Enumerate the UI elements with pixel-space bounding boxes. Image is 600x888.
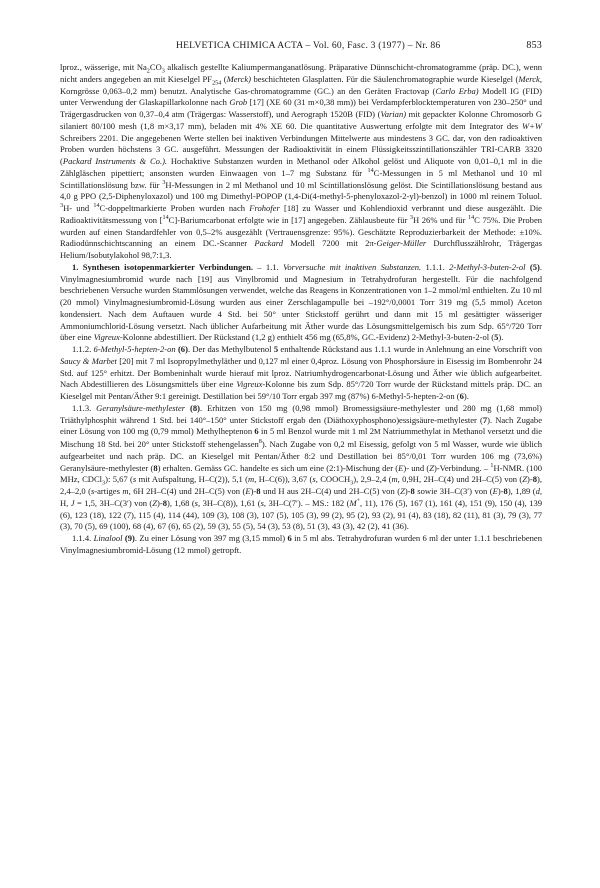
text-run: 8	[258, 439, 262, 446]
text-run: 3	[102, 480, 106, 487]
paragraph-methods	[60, 62, 542, 262]
text-run: 8	[410, 486, 415, 496]
text-run: (	[221, 73, 227, 84]
text-run: )-Verbindung. –	[433, 462, 491, 473]
text-run: Merck)	[226, 73, 251, 84]
text-run: 14	[367, 167, 374, 174]
text-run: Vorversuche mit inaktiven Substanzen.	[283, 261, 422, 272]
text-run: lproz., wässerige, mit Na	[60, 62, 147, 72]
text-run: Geranylsäure-methylester	[96, 402, 186, 413]
text-run: (9)	[122, 533, 135, 543]
text-run: und H aus 2H–C(4) und 2H–C(5) von (	[260, 486, 401, 496]
text-run: Packard Instruments & Co.).	[62, 156, 168, 166]
text-run: 6H 2H–C(4) und 2H–C(5) von (	[130, 486, 246, 496]
text-run: Modell IG (FID) unter Verwendung der Glaskapillarkolonne nach	[60, 85, 543, 108]
text-run: . Der das Methylbutenol	[187, 344, 274, 354]
text-run: ), 2,4–2,0 (	[60, 474, 542, 496]
text-run: Linalool	[93, 533, 123, 543]
text-run: 3H–C(7′). – MS.: 182 (	[266, 497, 350, 508]
text-run: 6-Methyl-5-hepten-2-on	[93, 344, 176, 354]
text-run: Z	[152, 497, 158, 508]
text-run: -Kolonne abdestilliert. Der Rückstand (1,2 g) enthielt 456 mg (65,8%, GC.-Evidenz) 2-Methyl-3-buten-2-ol (	[119, 332, 495, 343]
text-run: 3	[162, 179, 166, 186]
text-run: . Vinylmagnesiumbromid wurde nach [19] aus Vinylbromid und Magnesium in Tetrahydrofuran hergestellt. Für die nachfolgend beschriebenen Versuche wurden Stammlösungen verwendet, welche das Reagens in Konzentrationen von 1–2 mmol/ml enthielten. Zu 10 ml (20 mmol) Vinylmagnesiumbromid-Lösung wurden aus einer Zerschlagampulle bei –192°/0,0001 Torr 319 mg (5,5 mmol) Aceton kondensiert. Nach dem Auftauen wurde 4 Std. bei 50° unter Stickstoff gerührt und dann mit 15 ml gesättigter wässeriger Ammoniumchlorid-Lösung versetzt. Nach üblicher Aufarbeitung mit Äther wurde das Lösungsmittelgemisch bis zum Sdp. 65°/720 Torr über eine	[60, 261, 542, 343]
text-run: beschichteten Glasplatten. Für die Säulenchromatographie wurde Kieselgel (	[250, 73, 519, 84]
text-run: Merck,	[518, 73, 542, 84]
text-run: H 26% und für	[413, 214, 469, 225]
text-run: 254	[212, 80, 222, 87]
text-run: -Kolonne bis zum Sdp. 85°/720 Torr wurde der Rückstand mittels präp. DC. an Kieselgel mit Pentan/Äther 9:1 gereinigt. Destillation bei 59°/10 Torr ergab 397 mg (87%) 6-Methyl-5-hepten-2-on (	[60, 379, 542, 401]
text-run: C 75%. Die Proben wurden auf einen Standardfehler von 0,5–2% ausgezählt (Vertrauensgrenze: 95%). Geschätzte Reproduzierbarkeit der Methode: ±10%. Radiodünnschichtscanning an einem DC.-Scanner	[60, 214, 543, 249]
text-run: Z	[429, 462, 434, 473]
text-run: )-	[157, 497, 163, 508]
text-run: m,	[248, 474, 257, 485]
text-run: H-NMR. (100 MHz, CDCl	[60, 462, 542, 485]
text-run: Z	[400, 486, 405, 496]
text-run: )-	[497, 486, 504, 496]
paragraph-section-1-1-3	[60, 403, 542, 533]
text-run: Grob	[229, 97, 248, 108]
text-run: Packard	[254, 238, 283, 249]
text-run: m,	[122, 486, 131, 496]
text-run: 14	[468, 214, 475, 221]
text-run: 6	[254, 426, 259, 437]
text-run: 3	[60, 203, 64, 210]
text-run: 1.1.2.	[72, 344, 94, 354]
text-run: [20] mit 7 ml Isopropylmethyläther und 0,127 ml einer 0,4proz. Lösung von Phosphorsäure in Eisessig im Bombenrohr 24 Std. auf 125° erhitzt. Der Bombeninhalt wurde hierauf mit lproz. Natriumhydrogencarbonat-Lösung und Äther wie üblich aufgearbeitet. Nach Abdestillieren des Lösungsmittels über eine	[60, 355, 542, 390]
text-run: J	[70, 497, 75, 508]
text-run: CO	[149, 62, 162, 72]
text-run: enthaltende Rückstand aus 1.1.1 wurde in Anlehnung an eine Vorschrift von	[278, 344, 542, 354]
text-run: 1. Synthesen isotopenmarkierter Verbindungen.	[72, 261, 253, 272]
text-run: (6)	[175, 344, 188, 354]
text-run: m,	[391, 474, 400, 485]
page-number: 853	[526, 40, 542, 51]
paragraph-section-1	[60, 262, 542, 344]
text-run: 0,9H, 2H–C(4) und 2H–C(5) von (	[399, 474, 523, 485]
text-run: (5)	[525, 261, 540, 272]
text-run: – 1.1.	[252, 261, 284, 272]
text-run: )-	[250, 486, 257, 496]
text-run: ), 2,9–2,4 (	[353, 474, 392, 485]
text-run: 8	[153, 462, 158, 473]
text-run: = 1,5, 3H–C(3′) von (	[74, 497, 153, 508]
text-run: 3	[161, 68, 165, 75]
text-run: in 5 ml Benzol wurde mit 1 ml 2	[258, 426, 375, 437]
text-run: 2	[146, 68, 150, 75]
text-run: )- und (	[403, 462, 430, 473]
text-run: ) erhalten. Gemäss GC. handelte es sich um eine (2:1)-Mischung der (	[157, 462, 399, 473]
text-run: alkalisch gestellte Kaliumpermanganatlösung. Präparative Dünnschicht-chromatogramme (präp. DC.), wenn nicht anders angegeben an mit Kieselgel PF	[60, 62, 542, 84]
text-run: M	[349, 497, 357, 508]
text-run: 8	[256, 486, 261, 496]
text-run: C-Messungen in 5 ml Methanol und 10 ml Scintillationslösung bzw. für	[60, 167, 543, 190]
text-run: s,	[312, 474, 318, 485]
text-run: M	[374, 428, 381, 437]
text-run: in 5 ml abs. Tetrahydrofuran wurden 6 ml der unter 1.1.1 beschriebenen Vinylmagnesiumbromid-Lösung (12 mmol) getropft.	[60, 533, 542, 555]
text-run: W+W	[521, 120, 542, 131]
text-run: Korngrösse 0,063–0,2 mm) benutzt. Analytische Gas-chromatogramme (GC.) an den Geräten Fractovap (	[60, 85, 436, 96]
text-run: 1.1.4.	[72, 533, 94, 543]
text-run: 8	[532, 474, 537, 485]
text-run: ). Nach Zugabe einer Lösung von 100 mg (0,79 mmol) Methylheptenon	[60, 414, 542, 437]
text-run: 5	[273, 344, 279, 354]
text-run: C]-Bariumcarbonat erfolgte wie in [17] angegeben. Zählausbeute für	[168, 214, 410, 225]
text-run: d,	[535, 486, 542, 496]
text-run: 2-Methyl-3-buten-2-ol	[449, 261, 526, 272]
text-run: s,	[260, 497, 267, 508]
text-run: ): 5,67 (	[105, 474, 133, 485]
text-run: )-	[404, 486, 411, 496]
text-run: E	[245, 486, 251, 496]
text-run: 1.1.3.	[72, 402, 97, 413]
text-run: 1	[490, 462, 494, 469]
text-run: Geiger-Müller	[376, 238, 427, 249]
text-run: Varian)	[380, 109, 407, 119]
paragraph-section-1-1-4	[60, 533, 542, 557]
text-run: 8	[503, 486, 508, 496]
running-head	[60, 40, 542, 51]
text-run: H- und	[63, 203, 94, 213]
text-run: -artiges	[94, 486, 123, 496]
text-run: Frohofer	[249, 203, 280, 213]
text-run: C-doppeltmarkierte Proben wurden nach	[99, 203, 250, 213]
text-run: [18] zu Wasser und Kohlendioxid verbrannt und diese ausgezählt. Die Radioaktivitätsmessung von [	[60, 203, 542, 225]
text-run: Modell 7200 mit 2π-	[283, 238, 377, 249]
text-run: )-	[527, 474, 533, 485]
text-run: [17] (XE 60 (31 m×0,38 mm)) bei Verdampferblocktemperaturen von 230–250° und Trägergasdrucken von 0,37–0,4 atm (Trägergas: Wasserstoff), und Aerograph 1520B (FID) (	[60, 97, 543, 119]
text-run: ). Nach Zugabe von 0,2 ml Eisessig, gefolgt von 5 ml Wasser, wurde wie üblich aufgearbeitet und nach präp. DC. an Kieselgel mit Pentan/Äther 8:2 und Destillation bei 85°/0,01 Torr wurden 106 mg (73,6%) Geranylsäure-methylester (	[60, 439, 542, 473]
text-run: Vigreux	[236, 379, 263, 390]
text-run: Hochaktive Substanzen wurden in Methanol oder Alkohol gelöst und Aliquote von 0,01–0,1 ml in die Zählgläschen pipettiert; ansonsten wurden Einwaagen von 1–7 mg Substanz für	[60, 156, 542, 178]
text-run: , 11), 176 (5), 167 (1), 161 (4), 151 (9), 150 (4), 139 (6), 123 (18), 122 (7), 115 (4), 114 (44), 109 (3), 108 (3), 107 (5), 105 (3), 99 (2), 95 (2), 93 (2), 91 (4), 83 (18), 82 (11), 81 (3), 79 (3), 77 (3), 70 (5), 69 (100), 68 (4), 67 (6), 65 (2), 59 (3), 55 (5), 54 (3), 53 (8), 51 (3), 43 (3), 42 (2), 41 (36).	[60, 497, 542, 532]
text-run: 14	[93, 203, 100, 210]
text-run: Durchflusszählrohr, Trägergas Helium/Isobutylakohol 98,7:1,3.	[60, 238, 542, 260]
paragraph-section-1-1-2	[60, 344, 542, 403]
text-run: s	[90, 486, 95, 496]
text-run: s	[132, 474, 137, 485]
text-run: . Zu einer Lösung von 397 mg (3,15 mmol)	[134, 533, 288, 543]
text-run: ).	[463, 391, 469, 401]
text-run: ), 1,68 (	[167, 497, 195, 508]
text-run: H–C(6)), 3,67 (	[256, 474, 313, 485]
text-run: 6	[287, 533, 292, 543]
text-run: 7	[482, 414, 488, 425]
text-run: ).	[498, 332, 504, 343]
text-run: H-Messungen in 2 ml Methanol und 10 ml Scintillationslösung gelöst. Die Scintillationslösung bestand aus 4,0 g PPO (2,5-Diphenyloxazol) und 100 mg Dimethyl-POPOP (1,4-Di(4-methyl-5-phenyloxazol-2-yl)-benzol) in 1000 ml reinem Toluol.	[60, 179, 542, 202]
text-run: E	[398, 462, 404, 473]
text-run: (8)	[185, 402, 201, 413]
text-run: Natriummethylat in Methanol versetzt und die Mischung 18 Std. bei 20° unter Stickstoff stehengelassen	[60, 426, 542, 449]
text-run: E	[492, 486, 498, 496]
text-run: 8	[162, 497, 168, 508]
text-run: Saucy & Marbet	[60, 355, 117, 366]
text-run: 3H–C(8)), 1,61 (	[200, 497, 261, 508]
text-run: +	[356, 497, 361, 504]
text-run: H,	[60, 497, 71, 508]
text-run: 14	[162, 214, 169, 221]
article-body	[60, 62, 542, 557]
text-run: sowie 3H–C(3′) von (	[414, 486, 493, 496]
text-run: 6	[459, 391, 464, 401]
text-run: Z	[522, 474, 528, 485]
text-run: . Erhitzen von 150 mg (0,98 mmol) Bromessigsäure-methylester und 280 mg (1,68 mmol) Triäthylphosphit während 1 Std. bei 140°–150° unter Stickstoff ergab den (Diäthoxyphosphono)essigsäure-methylester (	[60, 402, 542, 425]
text-run: s,	[194, 497, 201, 508]
text-run: 3	[350, 480, 354, 487]
text-run: 3	[409, 214, 413, 221]
text-run: ), 1,89 (	[507, 486, 536, 496]
text-run: mit gepackter Kolonne Chromosorb G silaniert 80/100 mesh (1,8 m×3,17 mm), beladen mit 4% XE 60. Die quantitative Auswertung erfolgte mit dem Integrator des	[60, 109, 542, 131]
text-run: COOCH	[317, 474, 351, 485]
text-run: 1.1.1.	[421, 261, 450, 272]
text-run: Carlo Erba)	[435, 85, 479, 96]
text-run: mit Aufspaltung, H–C(2)), 5,1 (	[136, 474, 249, 485]
text-run: Vigreux	[93, 332, 120, 343]
text-run: Schreibers 2201. Die angegebenen Werte stellen bei inaktiven Verbindungen Mittelwerte aus mindestens 3 GC. dar, von den radioaktiven Proben wurden höchstens 3 GC. ausgeführt. Messungen der Radioaktivität in einem Flüssigkeitsszintillationszähler TRI-CARB 3320 (	[60, 132, 542, 166]
text-run: 5	[494, 332, 499, 343]
journal-header: HELVETICA CHIMICA ACTA – Vol. 60, Fasc. 3 (1977) – Nr. 86	[175, 40, 441, 51]
